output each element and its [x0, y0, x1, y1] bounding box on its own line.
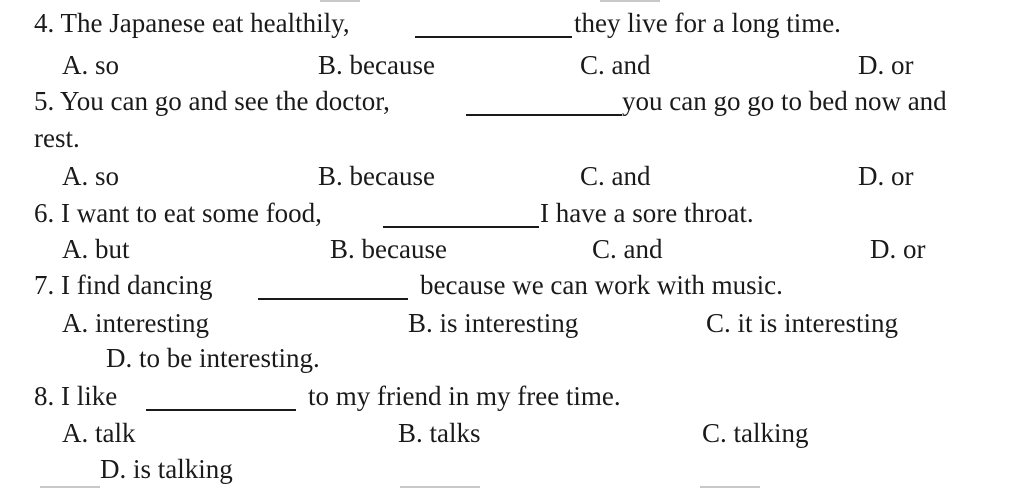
question-8-option-b[interactable]: B. talks — [398, 418, 481, 448]
question-4-option-c[interactable]: C. and — [580, 50, 651, 80]
question-6-option-d[interactable]: D. or — [870, 234, 926, 264]
question-6-blank[interactable] — [383, 226, 539, 228]
question-4-blank[interactable] — [415, 36, 572, 38]
question-5-option-d[interactable]: D. or — [858, 161, 914, 191]
question-8-option-a[interactable]: A. talk — [62, 418, 136, 448]
question-8-option-d[interactable]: D. is talking — [100, 454, 233, 484]
question-8-stem-after: to my friend in my free time. — [308, 381, 621, 411]
question-5-option-c[interactable]: C. and — [580, 161, 651, 191]
question-6-option-a[interactable]: A. but — [62, 234, 130, 264]
question-4-option-d[interactable]: D. or — [858, 50, 914, 80]
question-7-stem-before: 7. I find dancing — [34, 270, 213, 300]
question-7-stem-after: because we can work with music. — [420, 270, 783, 300]
question-5-option-b[interactable]: B. because — [318, 161, 435, 191]
question-7-option-d[interactable]: D. to be interesting. — [106, 343, 320, 373]
question-4-option-b[interactable]: B. because — [318, 50, 435, 80]
question-8-blank[interactable] — [146, 409, 296, 411]
question-5-stem-after: you can go go to bed now and — [622, 86, 947, 116]
question-4-option-a[interactable]: A. so — [62, 50, 120, 80]
question-5-stem-before: 5. You can go and see the doctor, — [34, 86, 390, 116]
question-4-stem-before: 4. The Japanese eat healthily, — [34, 8, 350, 38]
question-7-option-c[interactable]: C. it is interesting — [706, 308, 898, 338]
question-8-option-c[interactable]: C. talking — [702, 418, 809, 448]
question-6-option-b[interactable]: B. because — [330, 234, 447, 264]
top-cutoff-mark — [600, 0, 660, 2]
question-7-option-a[interactable]: A. interesting — [62, 308, 209, 338]
question-6-stem-before: 6. I want to eat some food, — [34, 198, 322, 228]
question-8-stem-before: 8. I like — [34, 381, 118, 411]
question-6-stem-after: I have a sore throat. — [540, 198, 754, 228]
top-cutoff-mark — [320, 0, 360, 2]
question-5-blank[interactable] — [466, 114, 622, 116]
question-7-blank[interactable] — [258, 298, 408, 300]
question-7-option-b[interactable]: B. is interesting — [408, 308, 579, 338]
question-5-option-a[interactable]: A. so — [62, 161, 120, 191]
question-6-option-c[interactable]: C. and — [592, 234, 663, 264]
question-5-stem-continuation: rest. — [34, 123, 80, 153]
question-4-stem-after: they live for a long time. — [574, 8, 841, 38]
